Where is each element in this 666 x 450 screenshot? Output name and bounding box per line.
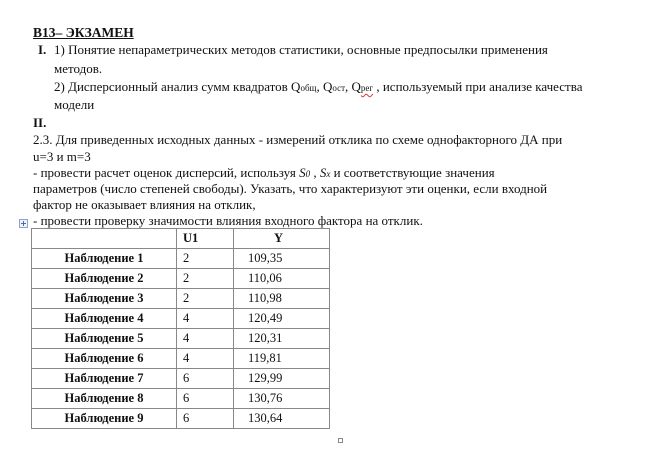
observation-label: Наблюдение 1: [32, 249, 177, 269]
task-line-4: параметров (число степеней свободы). Указать, что характеризуют эти оценки, если входной: [33, 181, 548, 196]
y-value: 120,49: [234, 309, 330, 329]
observation-label: Наблюдение 9: [32, 409, 177, 429]
u1-value: 2: [177, 289, 234, 309]
q2-mid-2: , Q: [345, 79, 361, 94]
table-row: [32, 369, 330, 389]
q2-sub-regression: рег: [360, 83, 374, 93]
symbol-separator: ,: [310, 165, 320, 180]
observation-label: Наблюдение 5: [32, 329, 177, 349]
y-value: 110,06: [234, 269, 330, 289]
y-value: 119,81: [234, 349, 330, 369]
table-row: [32, 329, 330, 349]
table-header-row: [32, 229, 330, 249]
table-resize-square-icon[interactable]: [338, 438, 343, 443]
y-value: 130,76: [234, 389, 330, 409]
section-2-marker: II.: [33, 115, 47, 130]
q2-tail: , используемый при анализе качества: [373, 79, 583, 94]
task-line-3-suffix: и соответствующие значения: [330, 165, 495, 180]
table-row: [32, 409, 330, 429]
y-value: 130,64: [234, 409, 330, 429]
section-1-marker: I.: [38, 42, 47, 57]
table-move-plus-icon[interactable]: [19, 219, 28, 228]
u1-value: 4: [177, 329, 234, 349]
table-row: [32, 289, 330, 309]
question-1-line-1: 1) Понятие непараметрических методов статистики, основные предпосылки применения: [54, 42, 548, 57]
y-value: 129,99: [234, 369, 330, 389]
task-line-3-prefix: - провести расчет оценок дисперсий, используя: [33, 165, 300, 180]
symbol-s0: S: [299, 165, 306, 180]
u1-value: 2: [177, 269, 234, 289]
u1-value: 6: [177, 389, 234, 409]
observation-label: Наблюдение 7: [32, 369, 177, 389]
q2-mid-1: , Q: [316, 79, 333, 94]
u1-value: 2: [177, 249, 234, 269]
question-2-line-1: [54, 78, 582, 97]
q2-sub-total: общ: [300, 83, 317, 93]
table-row: [32, 389, 330, 409]
symbol-s0-sub: 0: [305, 169, 311, 179]
task-line-5: фактор не оказывает влияния на отклик,: [33, 197, 256, 212]
observation-label: Наблюдение 6: [32, 349, 177, 369]
exam-title: В13– ЭКЗАМЕН: [33, 25, 134, 40]
symbol-sx: S: [319, 165, 327, 180]
header-y: Y: [234, 229, 330, 249]
table-row: [32, 249, 330, 269]
question-2-line-2: модели: [54, 97, 95, 112]
observation-label: Наблюдение 3: [32, 289, 177, 309]
task-line-6: - провести проверку значимости влияния входного фактора на отклик.: [33, 213, 423, 228]
y-value: 110,98: [234, 289, 330, 309]
table-row: [32, 309, 330, 329]
symbol-sx-sub: x: [326, 169, 331, 179]
header-u1: U1: [177, 229, 234, 249]
task-line-1: 2.3. Для приведенных исходных данных - измерений отклика по схеме однофакторного ДА при: [33, 132, 563, 147]
y-value: 120,31: [234, 329, 330, 349]
observation-label: Наблюдение 4: [32, 309, 177, 329]
question-1-line-2: методов.: [54, 61, 103, 76]
observation-label: Наблюдение 8: [32, 389, 177, 409]
u1-value: 4: [177, 349, 234, 369]
u1-value: 6: [177, 369, 234, 389]
table-row: [32, 349, 330, 369]
q2-sub-residual: ост: [332, 83, 346, 93]
u1-value: 6: [177, 409, 234, 429]
header-empty-cell: [32, 229, 177, 249]
q2-prefix: 2) Дисперсионный анализ сумм квадратов Q: [54, 79, 301, 94]
y-value: 109,35: [234, 249, 330, 269]
observation-label: Наблюдение 2: [32, 269, 177, 289]
u1-value: 4: [177, 309, 234, 329]
task-line-2: u=3 и m=3: [33, 149, 91, 164]
observations-table: [31, 228, 330, 429]
table-row: [32, 269, 330, 289]
